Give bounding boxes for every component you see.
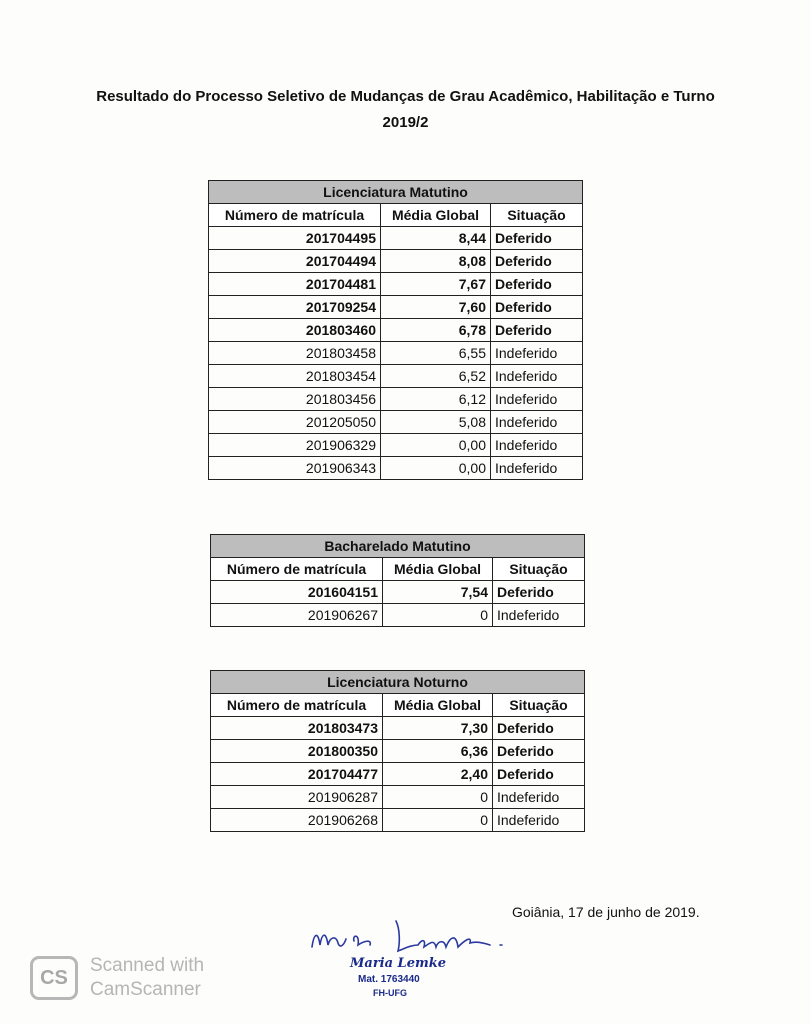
cell-matricula: 201709254 xyxy=(209,296,381,319)
cell-media: 6,78 xyxy=(381,319,491,342)
table-row xyxy=(211,740,585,763)
results-table-2 xyxy=(210,670,585,832)
cell-situacao: Indeferido xyxy=(493,604,585,627)
cell-media: 7,60 xyxy=(381,296,491,319)
cell-matricula: 201906267 xyxy=(211,604,383,627)
stamp-name: Maria Lemke xyxy=(350,956,446,971)
cell-situacao: Indeferido xyxy=(491,434,583,457)
cell-media: 0,00 xyxy=(381,434,491,457)
watermark-line-2: CamScanner xyxy=(90,979,201,1000)
cell-situacao: Indeferido xyxy=(491,411,583,434)
cell-matricula: 201800350 xyxy=(211,740,383,763)
table-row xyxy=(209,411,583,434)
cell-media: 6,12 xyxy=(381,388,491,411)
cell-matricula: 201906329 xyxy=(209,434,381,457)
column-header-situacao: Situação xyxy=(493,558,585,581)
cell-matricula: 201803460 xyxy=(209,319,381,342)
cell-situacao: Indeferido xyxy=(491,365,583,388)
cell-matricula: 201803456 xyxy=(209,388,381,411)
cell-matricula: 201906268 xyxy=(211,809,383,832)
stamp-unit: FH-UFG xyxy=(373,988,407,998)
table-row xyxy=(211,604,585,627)
cell-media: 2,40 xyxy=(383,763,493,786)
cell-media: 7,67 xyxy=(381,273,491,296)
cell-matricula: 201803458 xyxy=(209,342,381,365)
cell-situacao: Indeferido xyxy=(493,786,585,809)
cell-situacao: Deferido xyxy=(493,763,585,786)
cell-media: 0 xyxy=(383,786,493,809)
table-row xyxy=(211,581,585,604)
section-title: Bacharelado Matutino xyxy=(211,535,585,558)
cell-matricula: 201704477 xyxy=(211,763,383,786)
table-row xyxy=(211,809,585,832)
table-row xyxy=(209,296,583,319)
table-row xyxy=(209,388,583,411)
cell-situacao: Indeferido xyxy=(493,809,585,832)
cell-matricula: 201906343 xyxy=(209,457,381,480)
cell-situacao: Indeferido xyxy=(491,388,583,411)
cell-situacao: Deferido xyxy=(493,717,585,740)
results-table-0 xyxy=(208,180,583,480)
stamp-registration: Mat. 1763440 xyxy=(358,974,420,985)
cell-situacao: Deferido xyxy=(491,296,583,319)
cell-media: 7,54 xyxy=(383,581,493,604)
cell-media: 6,55 xyxy=(381,342,491,365)
table-row xyxy=(211,786,585,809)
table-row xyxy=(209,342,583,365)
table-row xyxy=(209,227,583,250)
section-title: Licenciatura Matutino xyxy=(209,181,583,204)
watermark-text xyxy=(90,954,204,1002)
document-title xyxy=(40,84,771,136)
cell-media: 5,08 xyxy=(381,411,491,434)
title-line-1: Resultado do Processo Seletivo de Mudanças de Grau Acadêmico, Habilitação e Turno xyxy=(96,88,715,105)
cell-situacao: Deferido xyxy=(491,227,583,250)
column-header-matricula: Número de matrícula xyxy=(209,204,381,227)
cell-situacao: Deferido xyxy=(491,273,583,296)
column-header-matricula: Número de matrícula xyxy=(211,558,383,581)
cell-media: 8,08 xyxy=(381,250,491,273)
cell-situacao: Deferido xyxy=(491,319,583,342)
table-row xyxy=(209,365,583,388)
cell-media: 0 xyxy=(383,809,493,832)
camscanner-logo-icon: CS xyxy=(30,956,78,1000)
cell-matricula: 201906287 xyxy=(211,786,383,809)
cell-media: 7,30 xyxy=(383,717,493,740)
column-header-media: Média Global xyxy=(383,558,493,581)
cell-matricula: 201205050 xyxy=(209,411,381,434)
column-header-situacao: Situação xyxy=(491,204,583,227)
title-line-2: 2019/2 xyxy=(382,114,429,131)
cell-matricula: 201704495 xyxy=(209,227,381,250)
column-header-situacao: Situação xyxy=(493,694,585,717)
table-row xyxy=(209,434,583,457)
cell-media: 8,44 xyxy=(381,227,491,250)
section-title: Licenciatura Noturno xyxy=(211,671,585,694)
cell-situacao: Deferido xyxy=(491,250,583,273)
cell-matricula: 201704494 xyxy=(209,250,381,273)
cell-situacao: Deferido xyxy=(493,740,585,763)
place-date: Goiânia, 17 de junho de 2019. xyxy=(512,904,700,920)
camscanner-watermark xyxy=(30,954,240,1004)
cell-matricula: 201803473 xyxy=(211,717,383,740)
column-header-media: Média Global xyxy=(381,204,491,227)
table-row xyxy=(211,717,585,740)
cell-media: 6,52 xyxy=(381,365,491,388)
cell-media: 0,00 xyxy=(381,457,491,480)
cell-matricula: 201803454 xyxy=(209,365,381,388)
cell-situacao: Indeferido xyxy=(491,342,583,365)
cell-matricula: 201704481 xyxy=(209,273,381,296)
cell-situacao: Deferido xyxy=(493,581,585,604)
cell-situacao: Indeferido xyxy=(491,457,583,480)
table-row xyxy=(211,763,585,786)
table-row xyxy=(209,273,583,296)
table-row xyxy=(209,250,583,273)
table-row xyxy=(209,319,583,342)
cell-media: 0 xyxy=(383,604,493,627)
table-row xyxy=(209,457,583,480)
cell-matricula: 201604151 xyxy=(211,581,383,604)
watermark-line-1: Scanned with xyxy=(90,955,205,976)
column-header-matricula: Número de matrícula xyxy=(211,694,383,717)
column-header-media: Média Global xyxy=(383,694,493,717)
results-table-1 xyxy=(210,534,585,627)
cell-media: 6,36 xyxy=(383,740,493,763)
